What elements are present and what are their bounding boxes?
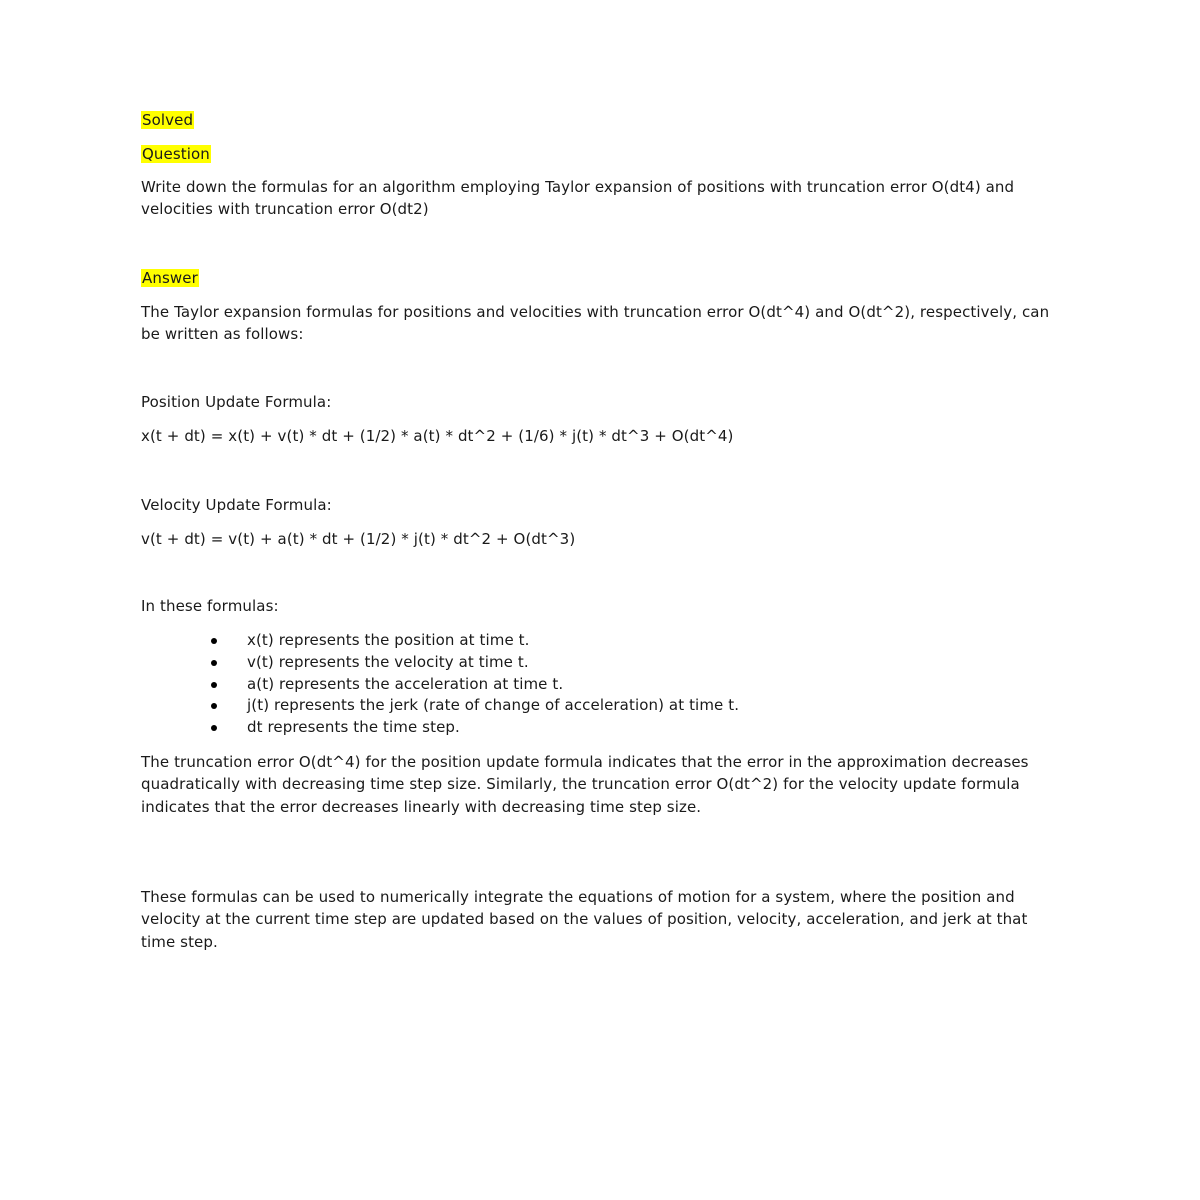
bullet-icon <box>211 638 217 644</box>
closing-paragraph: These formulas can be used to numerically integrate the equations of motion for a system, where the position and velocity at the current time step are updated based on the values of position, velocity, acceleration, and jerk at that time step. <box>141 888 1028 951</box>
solved-label-line <box>141 109 194 131</box>
question-label-line <box>141 143 211 165</box>
list-item <box>141 630 739 652</box>
position-heading: Position Update Formula: <box>141 393 332 411</box>
velocity-formula: v(t + dt) = v(t) + a(t) * dt + (1/2) * j(t) * dt^2 + O(dt^3) <box>141 530 576 548</box>
answer-label-line <box>141 267 199 289</box>
definition-text: dt represents the time step. <box>247 718 460 737</box>
list-item <box>141 674 739 696</box>
bullet-icon <box>211 703 217 709</box>
list-item <box>141 717 739 739</box>
definition-text: j(t) represents the jerk (rate of change of acceleration) at time t. <box>247 696 740 715</box>
question-label: Question <box>142 145 210 163</box>
truncation-paragraph: The truncation error O(dt^4) for the position update formula indicates that the error in the approximation decreases quadratically with decreasing time step size. Similarly, the truncation error O(dt^2) for the velocity update formula indicates that the error decreases linearly with decreasing time step size. <box>141 753 1029 816</box>
question-text: Write down the formulas for an algorithm employing Taylor expansion of positions with truncation error O(dt4) and velocities with truncation error O(dt2) <box>141 178 1015 219</box>
bullet-icon <box>211 660 217 666</box>
definitions-heading: In these formulas: <box>141 597 279 615</box>
solved-label: Solved <box>142 111 194 129</box>
velocity-heading: Velocity Update Formula: <box>141 496 332 514</box>
bullet-icon <box>211 725 217 731</box>
answer-label: Answer <box>142 269 198 287</box>
definition-text: v(t) represents the velocity at time t. <box>247 652 529 671</box>
list-item <box>141 695 739 717</box>
answer-intro: The Taylor expansion formulas for positions and velocities with truncation error O(dt^4) and O(dt^2), respectively, can be written as follows: <box>141 303 1050 344</box>
definitions-list <box>141 630 739 739</box>
bullet-icon <box>211 682 217 688</box>
list-item <box>141 652 739 674</box>
definition-text: x(t) represents the position at time t. <box>247 631 530 649</box>
position-formula: x(t + dt) = x(t) + v(t) * dt + (1/2) * a(t) * dt^2 + (1/6) * j(t) * dt^3 + O(dt^4) <box>141 427 734 445</box>
definition-text: a(t) represents the acceleration at time t. <box>247 674 564 693</box>
